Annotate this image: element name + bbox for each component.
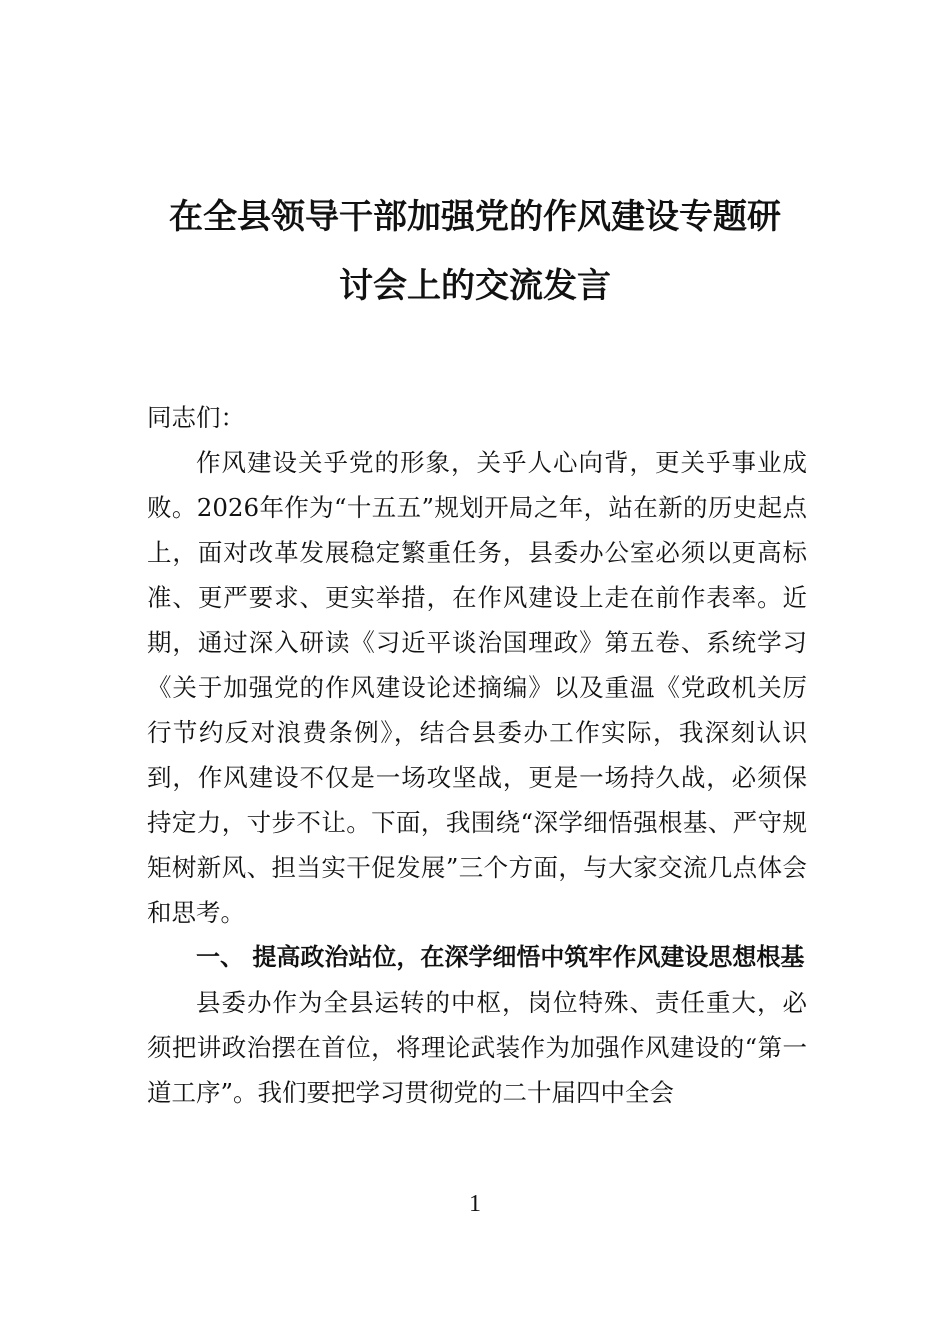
document-body <box>147 395 807 1115</box>
intro-paragraph: 作风建设关乎党的形象，关乎人心向背，更关乎事业成败。2026年作为“十五五”规划开局之年，站在新的历史起点上，面对改革发展稳定繁重任务，县委办公室必须以更高标准、更严要求、更实举措，在作风建设上走在前作表率。近期，通过深入研读《习近平谈治国理政》第五卷、系统学习《关于加强党的作风建设论述摘编》以及重温《党政机关厉行节约反对浪费条例》，结合县委办工作实际，我深刻认识到，作风建设不仅是一场攻坚战，更是一场持久战，必须保持定力，寸步不让。下面，我围绕“深学细悟强根基、严守规矩树新风、担当实干促发展”三个方面，与大家交流几点体会和思考。 <box>147 448 807 927</box>
greeting: 同志们： <box>147 403 245 432</box>
section-1-paragraph: 县委办作为全县运转的中枢，岗位特殊、责任重大，必须把讲政治摆在首位，将理论武装作为加强作风建设的“第一道工序”。我们要把学习贯彻党的二十届四中全会 <box>147 988 807 1107</box>
section-heading-1: 一、 提高政治站位，在深学细悟中筑牢作风建设思想根基 <box>196 943 805 971</box>
document-title-line-1: 在全县领导干部加强党的作风建设专题研 <box>169 197 781 237</box>
document-title-line-2: 讨会上的交流发言 <box>339 266 611 306</box>
page-number: 1 <box>469 1191 481 1217</box>
